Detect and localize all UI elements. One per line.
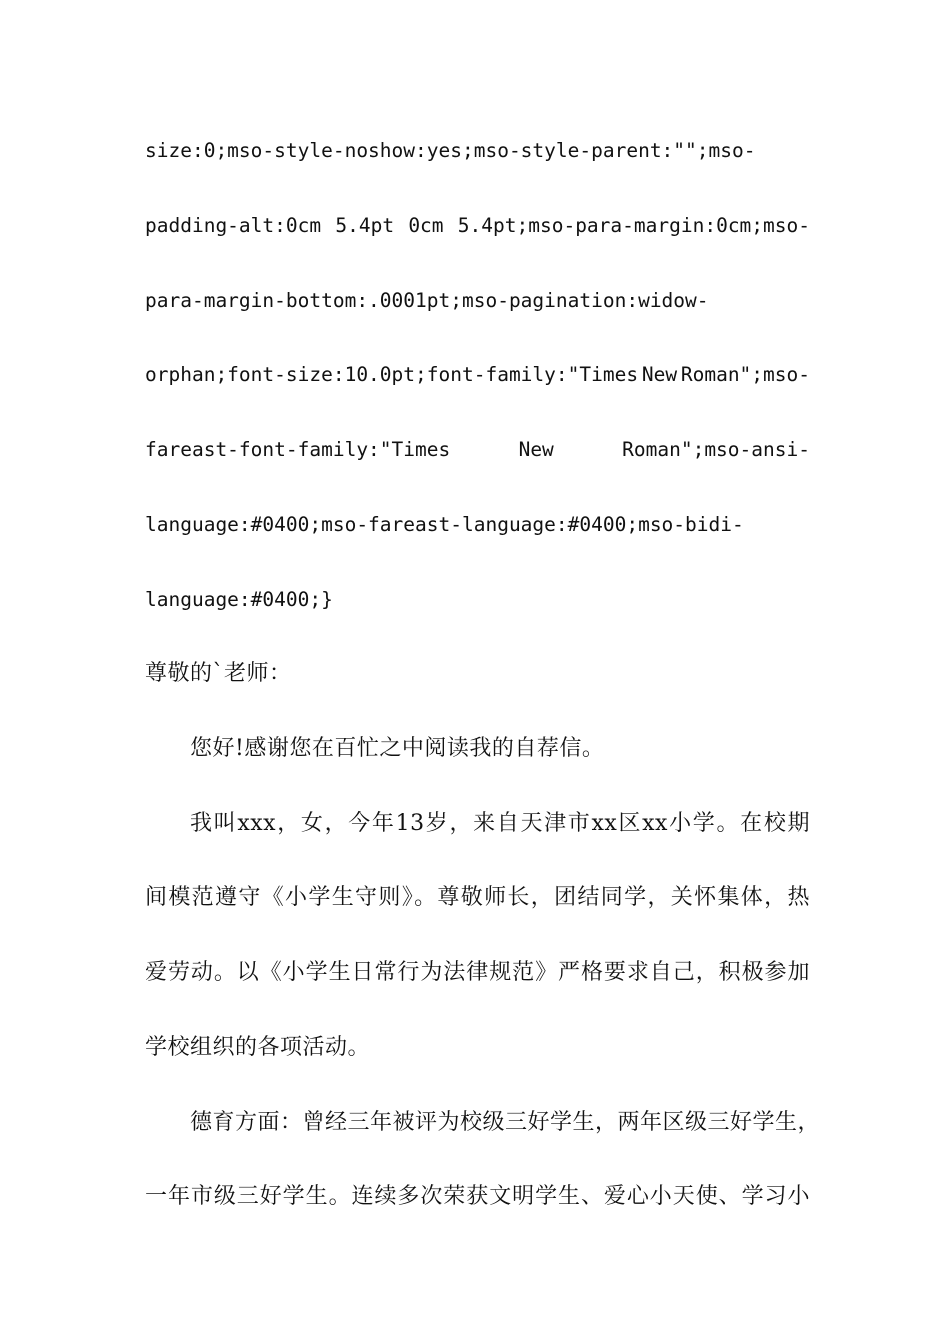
- code-segment: padding-alt:0cm: [145, 214, 322, 237]
- code-segment: New: [641, 363, 678, 386]
- code-line-7: language:#0400;}: [145, 588, 333, 611]
- code-segment: New: [518, 438, 554, 461]
- intro-line-1: 我叫xxx，女，今年13岁，来自天津市xx区xx小学。在校期: [190, 811, 810, 836]
- intro-line-2: 间模范遵守《小学生守则》。尊敬师长，团结同学，关怀集体，热: [145, 885, 810, 910]
- code-line-2: [145, 211, 810, 241]
- intro-line-3: 爱劳动。以《小学生日常行为法律规范》严格要求自己，积极参加: [145, 960, 810, 985]
- salutation: 尊敬的`老师：: [145, 661, 292, 686]
- moral-line-2: 一年市级三好学生。连续多次荣获文明学生、爱心小天使、学习小: [145, 1184, 810, 1209]
- code-line-3: para-margin-bottom:.0001pt;mso-pagination:widow-: [145, 289, 709, 312]
- code-segment: orphan;font-size:10.0pt;font-family:"Times: [145, 363, 639, 386]
- intro-line-4: 学校组织的各项活动。: [145, 1035, 371, 1060]
- moral-line-1: 德育方面：曾经三年被评为校级三好学生，两年区级三好学生，: [190, 1110, 821, 1135]
- greeting-paragraph: 您好!感谢您在百忙之中阅读我的自荐信。: [190, 736, 605, 761]
- code-segment: 5.4pt;mso-para-margin:0cm;mso-: [457, 214, 810, 237]
- code-line-5: [145, 435, 810, 465]
- code-segment: Roman";mso-ansi-: [622, 438, 810, 461]
- code-segment: 5.4pt: [335, 214, 395, 237]
- code-line-1: size:0;mso-style-noshow:yes;mso-style-parent:"";mso-: [145, 139, 756, 162]
- code-line-4: [145, 360, 810, 390]
- code-segment: 0cm: [408, 214, 444, 237]
- code-line-6: language:#0400;mso-fareast-language:#0400;mso-bidi-: [145, 513, 744, 536]
- code-segment: fareast-font-family:"Times: [145, 438, 451, 461]
- code-segment: Roman";mso-: [680, 363, 810, 386]
